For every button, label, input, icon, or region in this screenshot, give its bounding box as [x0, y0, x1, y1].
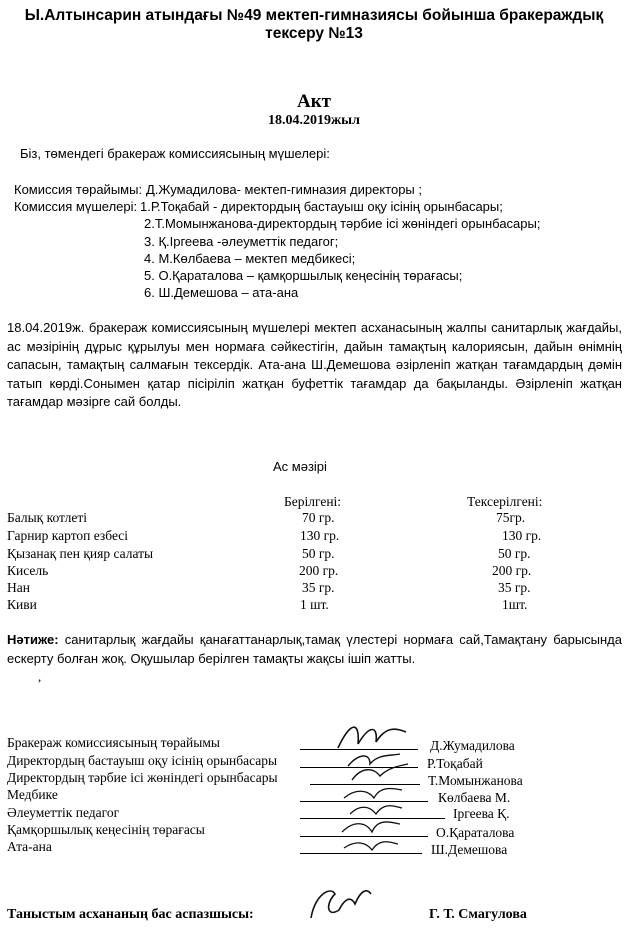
menu-item-given: 50 гр.	[302, 546, 335, 561]
menu-col-given-header: Берілгені:	[284, 494, 342, 509]
chef-label: Таныстым асхананың бас аспазшысы:	[7, 907, 254, 922]
document-title-line2: тексеру №13	[265, 25, 363, 42]
act-date: 18.04.2019жыл	[268, 113, 360, 128]
body-paragraph: 18.04.2019ж. бракераж комиссиясының мүшелері мектеп асханасының жалпы санитарлық жағдайы, ас мәзірінің дұрыс құрылуы мен нормаға сәйкестігін, дайын тамақтың калориясын, дайын өнімнің сапасын, тамақтың салмағын тексердік. Ата-ана Ш.Демешова әзірленіп жатқан тағамдардың дәмін татып көрді.Сонымен қатар пісіріліп жатқан буфеттік тағамдар да бақыланды. Әзірленіп жатқан тағамдар мәзірге сай болды.	[7, 320, 622, 409]
signature-role: Медбике	[7, 787, 58, 802]
commission-member: 4. М.Көлбаева – мектеп медбикесі;	[144, 251, 356, 266]
commission-member: 1.Р.Тоқабай - директордың бастауыш оқу ісінің орынбасары;	[140, 199, 503, 214]
intro-text: Біз, төмендегі бракераж комиссиясының мүшелері:	[20, 146, 330, 161]
chef-name: Г. Т. Смагулова	[429, 907, 527, 922]
menu-item-checked: 1шт.	[502, 597, 528, 612]
signature-name: Т.Момынжанова	[428, 773, 523, 788]
result-label: Нәтиже:	[7, 632, 59, 647]
menu-item-given: 200 гр.	[299, 563, 339, 578]
signature-name: О.Қараталова	[436, 825, 515, 840]
commission-member: 6. Ш.Демешова – ата-ана	[144, 285, 299, 300]
signature-name: Іргеева Қ.	[453, 806, 510, 821]
commission-chair-label: Комиссия төрайымы:	[14, 182, 143, 197]
menu-item-checked: 200 гр.	[492, 563, 532, 578]
menu-col-checked-header: Тексерілгені:	[467, 494, 543, 509]
handwritten-signatures	[330, 714, 420, 864]
menu-item-name: Гарнир картоп езбесі	[7, 528, 129, 543]
menu-item-given: 130 гр.	[300, 528, 340, 543]
menu-item-given: 70 гр.	[302, 510, 335, 525]
result-text: санитарлық жағдайы қанағаттанарлық,тамақ үлестері нормаға сай,Тамақтану барысында ескерту болған жоқ. Оқушылар берілген тамақты жақсы ішіп жатты.	[7, 632, 622, 666]
menu-item-name: Киви	[7, 597, 37, 612]
commission-chair-value: Д.Жумадилова- мектеп-гимназия директоры ;	[146, 182, 422, 197]
signature-role: Бракераж комиссиясының төрайымы	[7, 735, 220, 750]
menu-item-checked: 35 гр.	[498, 580, 531, 595]
commission-member: 3. Қ.Іргеева -әлеуметтік педагог;	[144, 234, 339, 249]
menu-item-name: Кисель	[7, 563, 49, 578]
signature-name: Ш.Демешова	[431, 842, 508, 857]
signature-role: Әлеуметтік педагог	[7, 805, 120, 820]
menu-item-checked: 50 гр.	[498, 546, 531, 561]
menu-item-name: Нан	[7, 580, 30, 595]
signature-role: Ата-ана	[7, 839, 52, 854]
document-title-line1: Ы.Алтынсарин атындағы №49 мектеп-гимназиясы бойынша бракераждық	[24, 7, 604, 24]
signature-role: Директордың тәрбие ісі жөніндегі орынбасары	[7, 770, 278, 785]
result-paragraph	[7, 631, 622, 668]
signature-name: Көлбаева М.	[438, 790, 511, 805]
menu-item-checked: 130 гр.	[502, 528, 542, 543]
signature-role: Директордың бастауыш оқу ісінің орынбасары	[7, 753, 278, 768]
act-title: Акт	[296, 91, 331, 112]
commission-member: 5. О.Қараталова – қамқоршылық кеңесінің төрағасы;	[144, 268, 463, 283]
signature-name: Д.Жумадилова	[430, 738, 515, 753]
signature-role: Қамқоршылық кеңесінің төрағасы	[7, 822, 205, 837]
signature-name: Р.Тоқабай	[427, 756, 483, 771]
menu-item-checked: 75гр.	[496, 510, 526, 525]
menu-item-given: 1 шт.	[300, 597, 329, 612]
menu-item-given: 35 гр.	[302, 580, 335, 595]
commission-members-label: Комиссия мүшелері:	[14, 199, 138, 214]
menu-item-name: Қызанақ пен қияр салаты	[7, 546, 154, 561]
stray-mark: ,	[38, 669, 42, 684]
menu-item-name: Балық котлеті	[7, 510, 87, 525]
chef-signature	[305, 880, 375, 930]
commission-member: 2.Т.Момынжанова-директордың тәрбие ісі жөніндегі орынбасары;	[144, 216, 541, 231]
menu-title: Ас мәзірі	[273, 459, 327, 474]
